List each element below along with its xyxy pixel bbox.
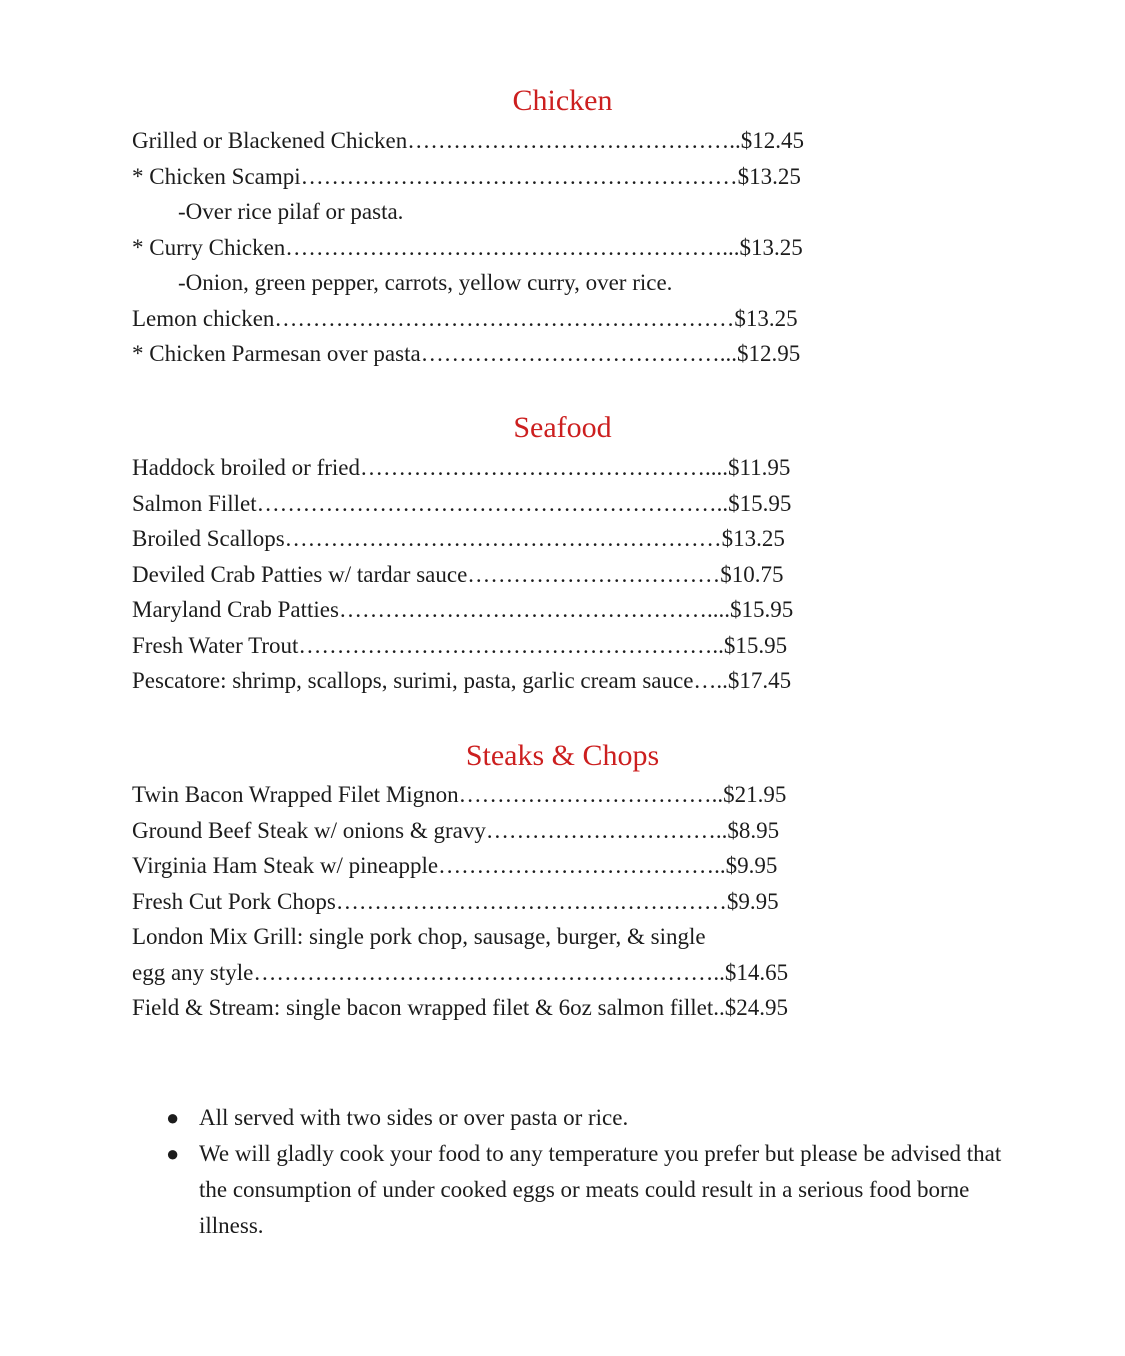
menu-item-salmon-fillet: Salmon Fillet……………………………………………………..$15.95 bbox=[132, 491, 792, 516]
note-item bbox=[166, 1136, 1006, 1244]
menu-item-chicken-parmesan: * Chicken Parmesan over pasta…………………………………...$12.95 bbox=[132, 341, 801, 366]
menu-item-pescatore: Pescatore: shrimp, scallops, surimi, pasta, garlic cream sauce…..$17.45 bbox=[132, 668, 792, 693]
menu-item-grilled-chicken: Grilled or Blackened Chicken……………………………………..$12.45 bbox=[132, 128, 805, 153]
bullet-icon: ● bbox=[166, 1105, 180, 1130]
menu-item-description: -Onion, green pepper, carrots, yellow curry, over rice. bbox=[178, 270, 673, 295]
menu-item-london-mix-grill-cont: egg any style……………………………………………………..$14.65 bbox=[132, 960, 789, 985]
menu-item-fresh-water-trout: Fresh Water Trout………………………………………………..$15.95 bbox=[132, 633, 788, 658]
menu-item-pork-chops: Fresh Cut Pork Chops……………………………………………$9.95 bbox=[132, 889, 779, 914]
menu-item-description: -Over rice pilaf or pasta. bbox=[178, 199, 404, 224]
menu-item-maryland-crab-patties: Maryland Crab Patties…………………………………………....$15.95 bbox=[132, 597, 794, 622]
menu-item-lemon-chicken: Lemon chicken……………………………………………………$13.25 bbox=[132, 306, 798, 331]
menu-item-haddock: Haddock broiled or fried………………………………………....$11.95 bbox=[132, 455, 791, 480]
menu-item-broiled-scallops: Broiled Scallops…………………………………………………$13.25 bbox=[132, 526, 785, 551]
note-text: All served with two sides or over pasta or rice. bbox=[199, 1105, 629, 1130]
menu-item-ground-beef-steak: Ground Beef Steak w/ onions & gravy…………………………..$8.95 bbox=[132, 818, 780, 843]
section-title-steaks-chops: Steaks & Chops bbox=[465, 739, 660, 772]
menu-item-filet-mignon: Twin Bacon Wrapped Filet Mignon……………………………..$21.95 bbox=[132, 782, 787, 807]
menu-item-deviled-crab-patties: Deviled Crab Patties w/ tardar sauce……………………………$10.75 bbox=[132, 562, 784, 587]
menu-item-ham-steak: Virginia Ham Steak w/ pineapple………………………………..$9.95 bbox=[132, 853, 778, 878]
note-item bbox=[166, 1100, 1006, 1136]
bullet-icon: ● bbox=[166, 1141, 180, 1166]
section-title-seafood: Seafood bbox=[513, 411, 612, 444]
menu-item-field-and-stream: Field & Stream: single bacon wrapped filet & 6oz salmon fillet..$24.95 bbox=[132, 995, 789, 1020]
menu-item-london-mix-grill: London Mix Grill: single pork chop, sausage, burger, & single bbox=[132, 924, 706, 949]
note-text: We will gladly cook your food to any temperature you prefer but please be advised that the consumption of under cooked eggs or meats could result in a serious food borne illness. bbox=[199, 1141, 1002, 1238]
section-title-chicken: Chicken bbox=[512, 84, 613, 117]
menu-item-chicken-scampi: * Chicken Scampi…………………………………………………$13.25 bbox=[132, 164, 801, 189]
menu-notes bbox=[166, 1100, 1006, 1244]
menu-item-curry-chicken: * Curry Chicken…………………………………………………...$13.25 bbox=[132, 235, 803, 260]
